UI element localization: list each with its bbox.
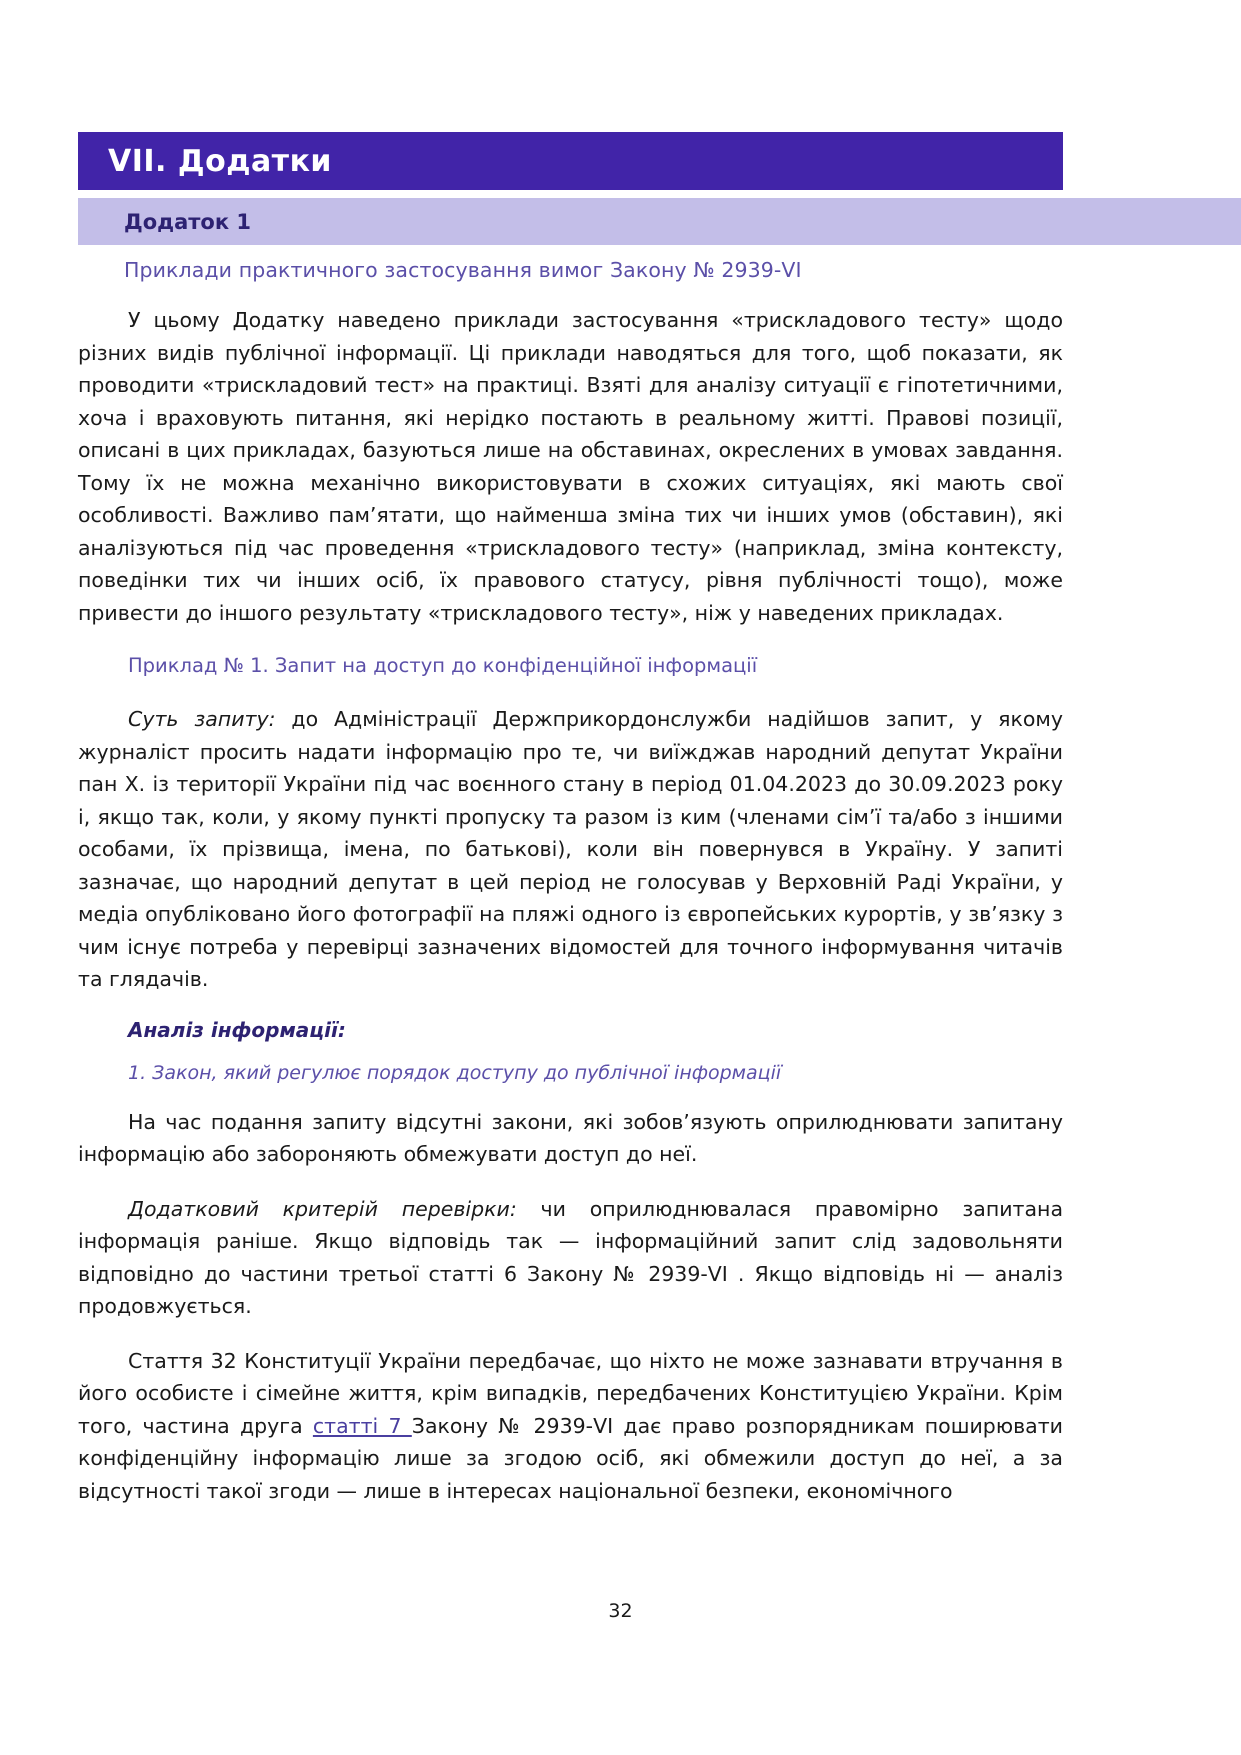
page-number: 32 [608, 1600, 633, 1622]
section-header-title: VII. Додатки [108, 143, 332, 179]
request-paragraph [78, 703, 1063, 996]
constitution-text-part1: Стаття 32 Конституції України передбачає, що ніхто не може зазнавати втручання в його особисте і сімейне життя, крім випадків, передбачених Конституцією України. Крім того, частина друга [78, 1348, 1063, 1438]
document-content [78, 258, 1063, 1529]
appendix-header-title: Додаток 1 [124, 209, 252, 234]
criterion-paragraph [78, 1193, 1063, 1323]
analysis-item-1: 1. Закон, який регулює порядок доступу до публічної інформації [128, 1061, 782, 1084]
article-7-link[interactable]: статті 7 [312, 1413, 412, 1438]
intro-paragraph: У цьому Додатку наведено приклади застосування «трискладового тесту» щодо різних видів публічної інформації. Ці приклади наводяться для того, щоб показати, як проводити «трискладовий тест» на практиці. Взяті для аналізу ситуації є гіпотетичними, хоча і враховують питання, які нерідко постають в реальному житті. Правові позиції, описані в цих прикладах, базуються лише на обставинах, окреслених в умовах завдання. Тому їх не можна механічно використовувати в схожих ситуаціях, які мають свої особливості. Важливо пам’ятати, що найменша зміна тих чи інших умов (обставин), які аналізуються під час проведення «трискладового тесту» (наприклад, зміна контексту, поведінки тих чи інших осіб, їх правового статусу, рівня публічності тощо), може привести до іншого результату «трискладового тесту», ніж у наведених прикладах. [78, 308, 1063, 625]
example-heading: Приклад № 1. Запит на доступ до конфіденційної інформації [128, 654, 758, 677]
section-header-band [78, 132, 1063, 190]
criterion-label: Додатковий критерій перевірки: [128, 1196, 517, 1221]
criterion-text: чи оприлюднювалася правомірно запитана інформація раніше. Якщо відповідь так — інформаційний запит слід задовольняти відповідно до частини третьої статті 6 Закону № 2939-VI . Якщо відповідь ні — аналіз продовжується. [78, 1196, 1064, 1318]
document-subtitle: Приклади практичного застосування вимог Закону № 2939-VI [124, 258, 802, 282]
appendix-header-band [78, 198, 1241, 245]
request-label: Суть запиту: [128, 707, 276, 731]
law-paragraph: На час подання запиту відсутні закони, які зобов’язують оприлюднювати запитану інформацію або забороняють обмежувати доступ до неї. [78, 1109, 1063, 1166]
analysis-heading: Аналіз інформації: [128, 1017, 346, 1042]
constitution-paragraph [78, 1345, 1063, 1508]
constitution-text-part2: Закону № 2939-VI дає право розпорядникам поширювати конфіденційну інформацію лише за згодою осіб, які обмежили доступ до неї, а за відсутності такої згоди — лише в інтересах національної безпеки, економічного [78, 1413, 1063, 1503]
request-text: до Адміністрації Держприкордонслужби надійшов запит, у якому журналіст просить надати інформацію про те, чи виїжджав народний депутат України пан Х. із території України під час воєнного стану в період 01.04.2023 до 30.09.2023 року і, якщо так, коли, у якому пункті пропуску та разом із ким (членами сім’ї та/або з іншими особами, їх прізвища, імена, по батькові), коли він повернувся в Україну. У запиті зазначає, що народний депутат в цей період не голосував у Верховній Раді України, у медіа опубліковано його фотографії на пляжі одного із європейських курортів, у зв’язку з чим існує потреба у перевірці зазначених відомостей для точного інформування читачів та глядачів. [78, 707, 1064, 991]
